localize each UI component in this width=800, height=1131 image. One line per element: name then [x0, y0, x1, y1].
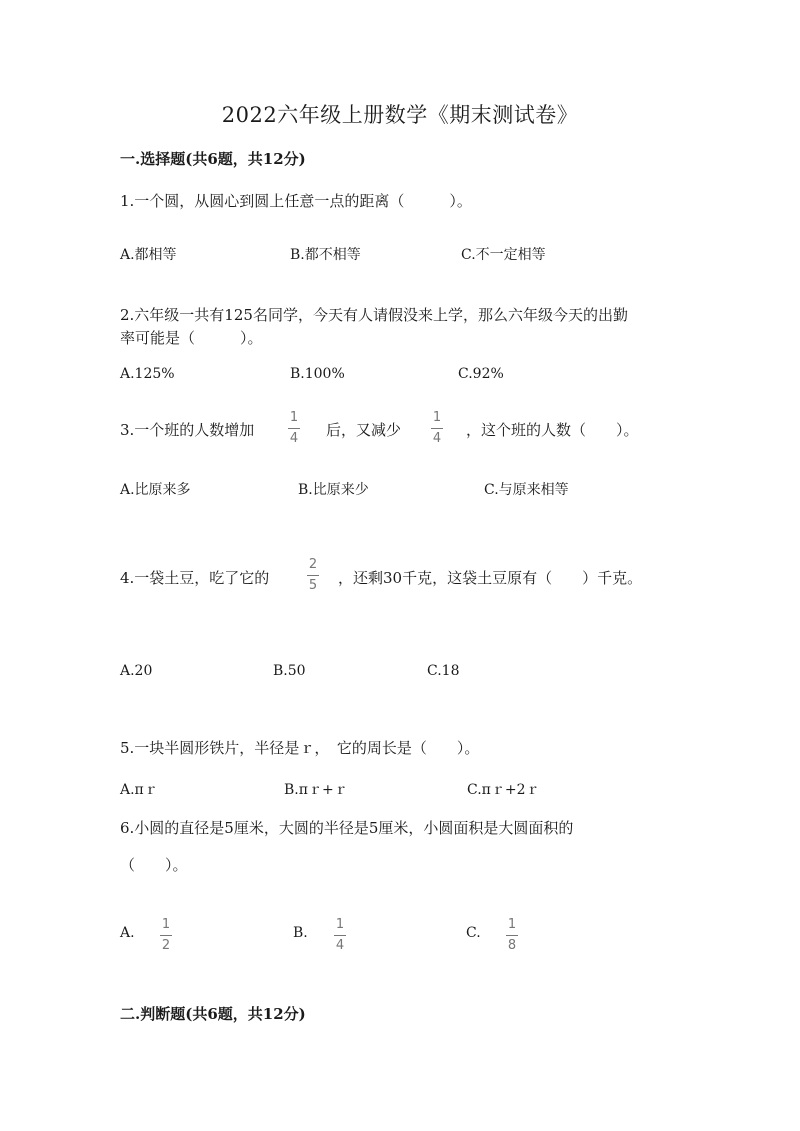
question-4-option-c: C.18 — [427, 663, 460, 679]
question-5-option-a: A.πｒ — [120, 782, 158, 798]
question-6-option-a-label: A. — [120, 925, 135, 941]
question-4-text-part1: 4.一袋土豆，吃了它的 — [120, 569, 270, 587]
question-3-option-b: B.比原来少 — [298, 482, 369, 498]
fraction-bar — [307, 575, 319, 576]
fraction-numerator: 2 — [308, 557, 318, 572]
section-heading-choice: 一.选择题(共6题，共12分) — [120, 150, 306, 168]
question-3-text-part3: ，这个班的人数（ ）。 — [466, 421, 639, 439]
question-6-option-c-label: C. — [466, 925, 481, 941]
fraction-numerator: 1 — [507, 917, 517, 932]
question-6-text-line1: 6.小圆的直径是5厘米，大圆的半径是5厘米，小圆面积是大圆面积的 — [120, 819, 574, 837]
question-4-text-part2: ，还剩30千克，这袋土豆原有（ ）千克。 — [338, 569, 643, 587]
question-2-option-c: C.92% — [458, 366, 504, 382]
question-3-option-c: C.与原来相等 — [484, 482, 569, 498]
fraction-denominator: 4 — [289, 431, 299, 446]
question-6-option-a-fraction — [160, 917, 172, 953]
section-heading-judgment: 二.判断题(共6题，共12分) — [120, 1005, 306, 1023]
question-2-option-b: B.100% — [290, 366, 345, 382]
question-1-option-a: A.都相等 — [120, 247, 177, 263]
question-2-text-line2: 率可能是（ ）。 — [120, 329, 263, 347]
question-4-fraction — [307, 557, 319, 593]
fraction-denominator: 8 — [507, 938, 517, 953]
fraction-denominator: 4 — [335, 938, 345, 953]
fraction-numerator: 1 — [289, 410, 299, 425]
question-3-fraction-1 — [288, 410, 300, 446]
question-1-option-b: B.都不相等 — [290, 247, 361, 263]
question-3-option-a: A.比原来多 — [120, 482, 191, 498]
question-1-option-c: C.不一定相等 — [461, 247, 546, 263]
fraction-numerator: 1 — [161, 917, 171, 932]
fraction-bar — [431, 428, 443, 429]
fraction-numerator: 1 — [432, 410, 442, 425]
question-5-option-b: B.πｒ+ｒ — [284, 782, 348, 798]
fraction-bar — [288, 428, 300, 429]
fraction-denominator: 5 — [308, 578, 318, 593]
question-3-fraction-2 — [431, 410, 443, 446]
question-3-text-part2: 后，又减少 — [326, 421, 402, 439]
question-6-option-b-label: B. — [293, 925, 308, 941]
question-6-text-line2: （ ）。 — [120, 856, 188, 874]
fraction-bar — [160, 935, 172, 936]
question-2-text-line1: 2.六年级一共有125名同学，今天有人请假没来上学，那么六年级今天的出勤 — [120, 306, 628, 324]
question-6-option-b-fraction — [334, 917, 346, 953]
question-6-option-c-fraction — [506, 917, 518, 953]
page-title: 2022六年级上册数学《期末测试卷》 — [221, 103, 579, 127]
question-4-option-a: A.20 — [120, 663, 153, 679]
fraction-denominator: 4 — [432, 431, 442, 446]
question-3-text-part1: 3.一个班的人数增加 — [120, 421, 255, 439]
fraction-bar — [334, 935, 346, 936]
question-2-option-a: A.125% — [120, 366, 175, 382]
question-4-option-b: B.50 — [273, 663, 306, 679]
fraction-numerator: 1 — [335, 917, 345, 932]
fraction-denominator: 2 — [161, 938, 171, 953]
question-5-text: 5.一块半圆形铁片，半径是ｒ， 它的周长是（ ）。 — [120, 739, 480, 757]
fraction-bar — [506, 935, 518, 936]
question-5-option-c: C.πｒ+2ｒ — [467, 782, 540, 798]
question-1-text: 1.一个圆，从圆心到圆上任意一点的距离（ ）。 — [120, 192, 472, 210]
